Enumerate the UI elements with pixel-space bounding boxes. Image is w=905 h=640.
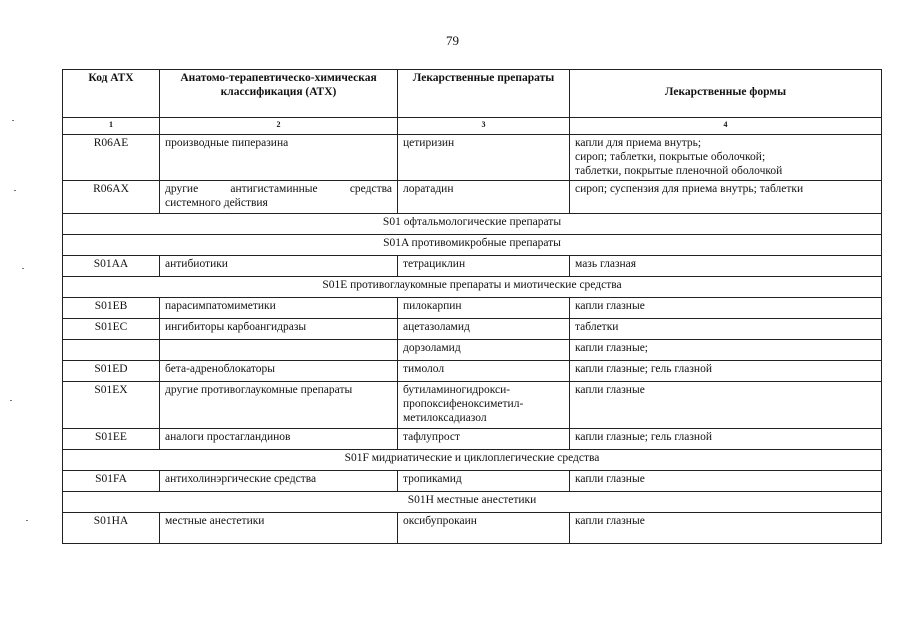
table-row	[63, 181, 882, 214]
table-row	[63, 340, 882, 361]
table-row	[63, 319, 882, 340]
column-number-1: 1	[63, 118, 160, 135]
dosage-forms-cell: капли для приема внутрь; сироп; таблетки, покрытые оболочкой; таблетки, покрытые пленочной оболочкой	[570, 135, 882, 181]
header-classification: Анатомо-терапевтическо-химическая классификация (АТХ)	[160, 70, 398, 118]
table-row	[63, 256, 882, 277]
classification-cell: ингибиторы карбоангидразы	[160, 319, 398, 340]
table-row	[63, 361, 882, 382]
drug-cell: тафлупрост	[398, 428, 570, 449]
drug-cell: лоратадин	[398, 181, 570, 214]
dosage-forms-cell: капли глазные	[570, 470, 882, 491]
header-drugs: Лекарственные препараты	[398, 70, 570, 118]
section-heading: S01E противоглаукомные препараты и миотические средства	[63, 277, 882, 298]
classification-cell: парасимпатомиметики	[160, 298, 398, 319]
classification-cell: другие противоглаукомные препараты	[160, 382, 398, 428]
dosage-forms-cell: капли глазные;	[570, 340, 882, 361]
atx-code-cell: S01EB	[63, 298, 160, 319]
drug-cell: тропикамид	[398, 470, 570, 491]
dosage-forms-cell: капли глазные; гель глазной	[570, 428, 882, 449]
table-row	[63, 135, 882, 181]
atx-code-cell: S01ED	[63, 361, 160, 382]
atx-table	[62, 69, 882, 544]
table-row	[63, 512, 882, 543]
dosage-forms-cell: капли глазные	[570, 512, 882, 543]
drug-cell: тимолол	[398, 361, 570, 382]
classification-cell: антихолинэргические средства	[160, 470, 398, 491]
classification-cell: производные пиперазина	[160, 135, 398, 181]
table-row	[63, 382, 882, 428]
column-number-3: 3	[398, 118, 570, 135]
drug-cell: цетиризин	[398, 135, 570, 181]
atx-code-cell: R06AE	[63, 135, 160, 181]
header-code: Код АТХ	[63, 70, 160, 118]
atx-code-cell: R06AX	[63, 181, 160, 214]
atx-code-cell	[63, 340, 160, 361]
section-row	[63, 277, 882, 298]
atx-code-cell: S01FA	[63, 470, 160, 491]
classification-cell: антибиотики	[160, 256, 398, 277]
classification-cell: местные анестетики	[160, 512, 398, 543]
drug-cell: оксибупрокаин	[398, 512, 570, 543]
section-heading: S01H местные анестетики	[63, 491, 882, 512]
drug-cell: дорзоламид	[398, 340, 570, 361]
column-number-row	[63, 118, 882, 135]
column-number-2: 2	[160, 118, 398, 135]
dosage-forms-cell: мазь глазная	[570, 256, 882, 277]
table-row	[63, 298, 882, 319]
atx-code-cell: S01HA	[63, 512, 160, 543]
table-row	[63, 428, 882, 449]
section-row	[63, 235, 882, 256]
drug-cell: бутиламиногидрокси- пропоксифеноксиметил- метилоксадиазол	[398, 382, 570, 428]
dosage-forms-cell: капли глазные	[570, 298, 882, 319]
drug-cell: пилокарпин	[398, 298, 570, 319]
atx-code-cell: S01EC	[63, 319, 160, 340]
column-number-4: 4	[570, 118, 882, 135]
drug-cell: ацетазоламид	[398, 319, 570, 340]
classification-cell	[160, 340, 398, 361]
classification-cell: аналоги простагландинов	[160, 428, 398, 449]
section-row	[63, 491, 882, 512]
drug-cell: тетрациклин	[398, 256, 570, 277]
section-row	[63, 214, 882, 235]
section-heading: S01A противомикробные препараты	[63, 235, 882, 256]
atx-code-cell: S01EE	[63, 428, 160, 449]
classification-cell: другие антигистаминные средства системного действия	[160, 181, 398, 214]
atx-code-cell: S01AA	[63, 256, 160, 277]
header-row	[63, 70, 882, 118]
dosage-forms-cell: сироп; суспензия для приема внутрь; таблетки	[570, 181, 882, 214]
dosage-forms-cell: таблетки	[570, 319, 882, 340]
section-row	[63, 449, 882, 470]
section-heading: S01 офтальмологические препараты	[63, 214, 882, 235]
table-row	[63, 470, 882, 491]
dosage-forms-cell: капли глазные; гель глазной	[570, 361, 882, 382]
classification-cell: бета-адреноблокаторы	[160, 361, 398, 382]
page-number: 79	[446, 33, 459, 48]
header-forms: Лекарственные формы	[570, 70, 882, 118]
section-heading: S01F мидриатические и циклоплегические средства	[63, 449, 882, 470]
atx-code-cell: S01EX	[63, 382, 160, 428]
dosage-forms-cell: капли глазные	[570, 382, 882, 428]
